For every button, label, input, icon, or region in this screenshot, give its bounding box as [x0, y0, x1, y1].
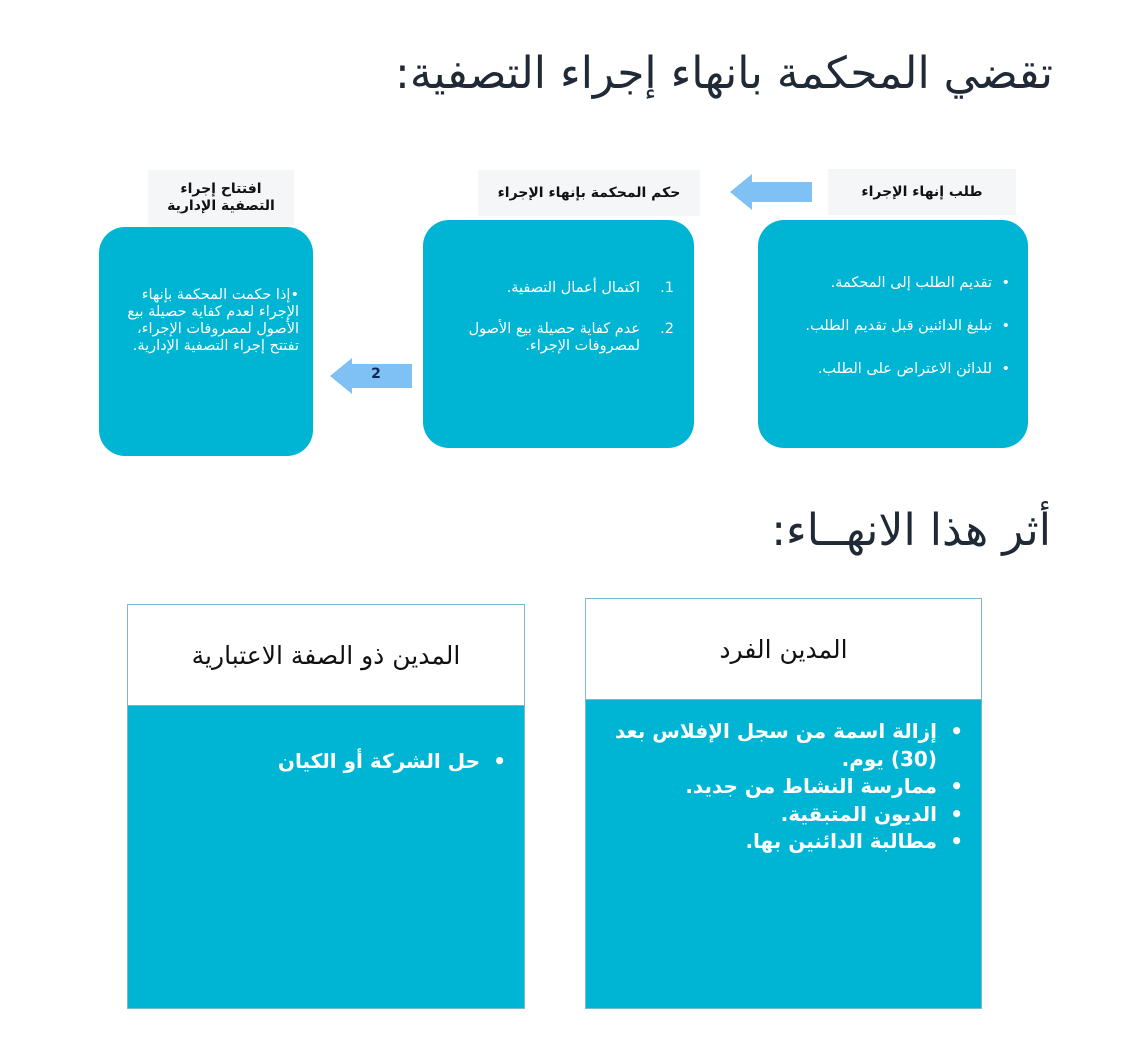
section-title-effects: أثر هذا الانهــاء: [771, 505, 1051, 556]
list-item: • مطالبة الدائنين بها. [608, 828, 965, 856]
effect-list-individual [608, 718, 965, 856]
step3-text: إذا حكمت المحكمة بإنهاء الإجراء لعدم كفاية حصيلة بيع الأصول لمصروفات الإجراء، تفتتح إجراء التصفية الإدارية. [127, 287, 299, 354]
list-item [447, 321, 678, 355]
effect-title-legal-entity: المدين ذو الصفة الاعتبارية [128, 605, 524, 706]
list-item [447, 280, 678, 297]
list-item: • تبليغ الدائنين قبل تقديم الطلب. [776, 318, 1010, 335]
step2-list [447, 280, 678, 379]
step1-list [776, 275, 1010, 404]
list-item: • ممارسة النشاط من جديد. [608, 773, 965, 801]
step2-card [423, 220, 694, 448]
list-number: 1. [660, 280, 674, 296]
list-item: • إزالة اسمة من سجل الإفلاس بعد (30) يوم. [608, 718, 965, 773]
list-number: 2. [660, 321, 674, 338]
effect-title-individual: المدين الفرد [586, 599, 981, 700]
effect-box-individual [585, 598, 982, 1009]
list-item: • تقديم الطلب إلى المحكمة. [776, 275, 1010, 292]
list-item: • للدائن الاعتراض على الطلب. [776, 361, 1010, 378]
step3-text-wrap [111, 287, 299, 355]
list-item: • حل الشركة أو الكيان [150, 748, 508, 776]
step1-card [758, 220, 1028, 448]
list-item: • الديون المتبقية. [608, 801, 965, 829]
page-title: تقضي المحكمة بانهاء إجراء التصفية: [395, 48, 1053, 99]
arrow-left-icon [730, 172, 814, 212]
list-text: اكتمال أعمال التصفية. [506, 280, 640, 296]
effect-body-legal-entity [128, 706, 524, 1008]
step1-label: طلب إنهاء الإجراء [828, 169, 1016, 215]
effect-box-legal-entity [127, 604, 525, 1009]
step3-label: افتتاح إجراء التصفية الإدارية [148, 170, 294, 226]
bullet-glyph: • [290, 287, 299, 303]
step3-card [99, 227, 313, 456]
list-text: عدم كفاية حصيلة بيع الأصول لمصروفات الإجراء. [468, 321, 640, 355]
effect-body-individual [586, 700, 981, 1008]
step2-label: حكم المحكمة بإنهاء الإجراء [478, 170, 700, 216]
arrow-step-number: 2 [371, 366, 381, 382]
effect-list-legal-entity [150, 748, 508, 776]
